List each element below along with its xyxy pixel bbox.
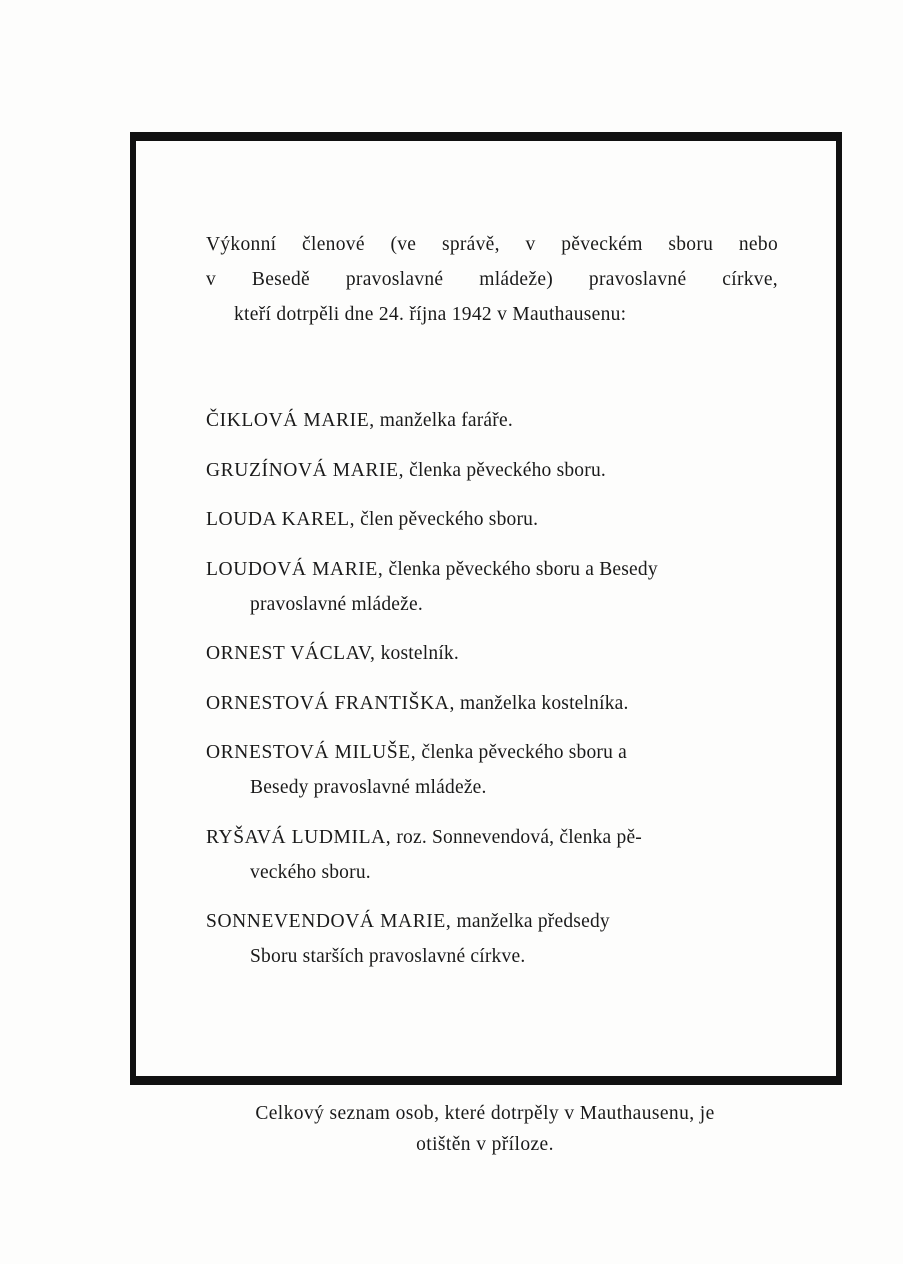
list-item [206,502,806,537]
intro-line-1: Výkonní členové (ve správě, v pěveckém sboru nebo [206,234,778,255]
intro-line-2: v Besedě pravoslavné mládeže) pravoslavné církve, [206,269,778,290]
person-name: ČIKLOVÁ MARIE, [206,410,375,431]
person-role-continuation: Sboru starších pravoslavné církve. [250,946,526,967]
list-item [206,686,806,721]
person-name: ORNESTOVÁ FRANTIŠKA, [206,692,455,714]
list-item [206,403,806,438]
person-name: SONNEVENDOVÁ MARIE, [206,911,452,932]
person-role: člen pěveckého sboru. [355,509,539,530]
person-name: LOUDOVÁ MARIE, [206,558,384,580]
footnote [190,1098,780,1160]
list-item [206,453,806,488]
list-item [206,904,806,974]
person-name: RYŠAVÁ LUDMILA, [206,826,392,848]
person-role: členka pěveckého sboru a Besedy [383,558,658,580]
person-role: manželka kostelníka. [454,692,629,714]
person-name: ORNEST VÁCLAV, [206,643,376,664]
person-role: roz. Sonnevendová, členka pě- [391,826,642,848]
person-role-continuation: Besedy pravoslavné mládeže. [250,777,487,798]
intro-line-3: kteří dotrpěli dne 24. října 1942 v Mauthausenu: [234,304,627,325]
person-role: manželka předsedy [451,911,610,932]
person-name: LOUDA KAREL, [206,509,356,530]
person-role-continuation: veckého sboru. [250,861,371,883]
intro-paragraph [206,227,778,332]
person-role: členka pěveckého sboru. [404,459,606,481]
footnote-line-1: Celkový seznam osob, které dotrpěly v Mauthausenu, je [255,1103,715,1124]
person-role: členka pěveckého sboru a [416,742,628,763]
person-role: manželka faráře. [374,410,513,431]
victims-list [206,403,806,989]
person-name: GRUZÍNOVÁ MARIE, [206,459,405,481]
list-item [206,636,806,671]
footnote-line-2: otištěn v příloze. [416,1134,554,1155]
person-role-continuation: pravoslavné mládeže. [250,593,423,615]
person-role: kostelník. [375,643,459,664]
list-item [206,820,806,890]
person-name: ORNESTOVÁ MILUŠE, [206,742,417,763]
list-item [206,735,806,805]
list-item [206,552,806,622]
mourning-frame [130,132,842,1085]
